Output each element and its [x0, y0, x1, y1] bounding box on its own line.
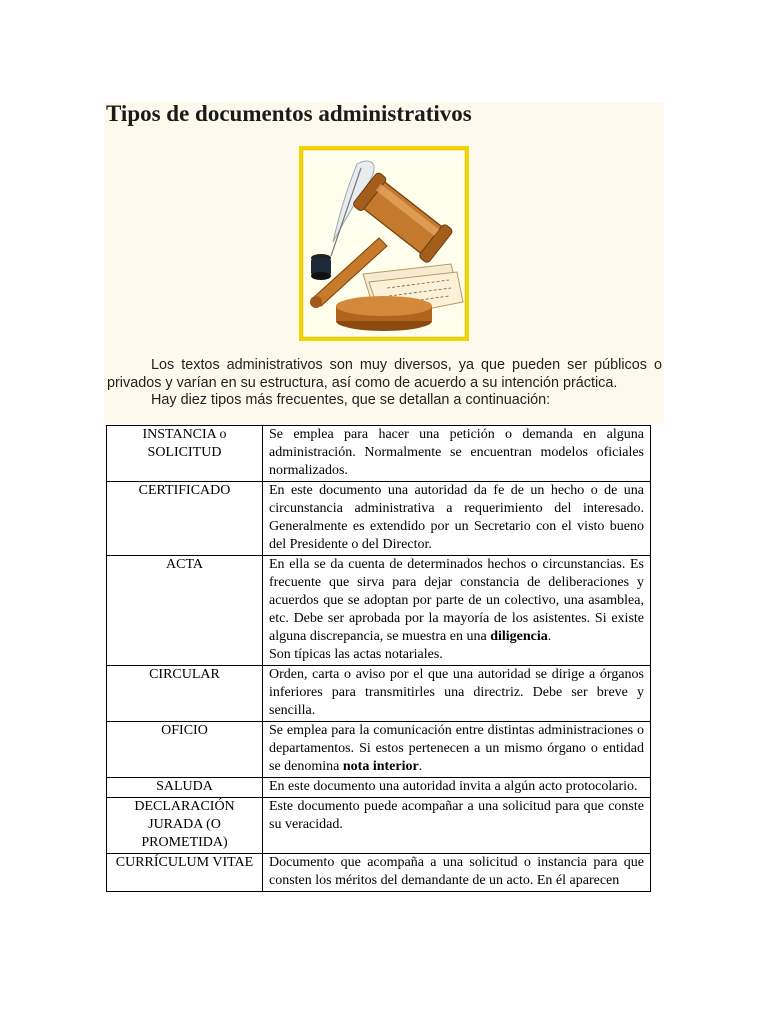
table-row	[107, 666, 651, 722]
row-description	[263, 556, 651, 666]
row-description: Orden, carta o aviso por el que una autoridad se dirige a órganos inferiores para transmitirles una directriz. Debe ser breve y sencilla.	[263, 666, 651, 722]
row-description: En este documento una autoridad invita a algún acto protocolario.	[263, 778, 651, 798]
table-row	[107, 778, 651, 798]
row-term: ACTA	[107, 556, 263, 666]
keyword-diligencia: diligencia	[490, 629, 548, 644]
table-row	[107, 556, 651, 666]
table-row	[107, 798, 651, 854]
document-types-table	[106, 425, 651, 892]
row-term: INSTANCIA o SOLICITUD	[107, 426, 263, 482]
page-title: Tipos de documentos administrativos	[106, 101, 472, 126]
row-description-punct: .	[547, 629, 552, 644]
keyword-nota-interior: nota interior	[342, 759, 419, 774]
gavel-illustration	[299, 146, 469, 341]
row-term: CERTIFICADO	[107, 482, 263, 556]
intro-text	[107, 357, 662, 410]
table-row	[107, 482, 651, 556]
row-term: CURRÍCULUM VITAE	[107, 854, 263, 892]
intro-paragraph-2: Hay diez tipos más frecuentes, que se detallan a continuación:	[151, 392, 551, 408]
intro-paragraph-1: Los textos administrativos son muy diversos, ya que pueden ser públicos o privados y varían en su estructura, así como de acuerdo a su intención práctica.	[107, 357, 662, 391]
row-description-extra: Son típicas las actas notariales.	[269, 647, 443, 662]
row-description: Documento que acompaña a una solicitud o instancia para que consten los méritos del demandante de un acto. En él aparecen	[263, 854, 651, 892]
row-description-punct: .	[418, 759, 423, 774]
table-row	[107, 854, 651, 892]
row-term: OFICIO	[107, 722, 263, 778]
table-row	[107, 426, 651, 482]
gavel-icon	[299, 146, 469, 341]
row-term: CIRCULAR	[107, 666, 263, 722]
row-description: En este documento una autoridad da fe de un hecho o de una circunstancia administrativa a requerimiento del interesado. Generalmente es extendido por un Secretario con el visto bueno del Presidente o del Director.	[263, 482, 651, 556]
row-description	[263, 722, 651, 778]
row-description: Este documento puede acompañar a una solicitud para que conste su veracidad.	[263, 798, 651, 854]
table-row	[107, 722, 651, 778]
row-description-text: Se emplea para la comunicación entre distintas administraciones o departamentos. Si estos pertenecen a un mismo órgano o entidad se denomina	[269, 723, 644, 774]
row-description: Se emplea para hacer una petición o demanda en alguna administración. Normalmente se encuentran modelos oficiales normalizados.	[263, 426, 651, 482]
row-description-text: En ella se da cuenta de determinados hechos o circunstancias. Es frecuente que sirva para dejar constancia de deliberaciones y acuerdos que se adoptan por parte de un colectivo, una asamblea, etc. Debe ser aprobada por la mayoría de los asistentes. Si existe alguna discrepancia, se muestra en una	[269, 557, 644, 644]
row-term: SALUDA	[107, 778, 263, 798]
row-term: DECLARACIÓN JURADA (O PROMETIDA)	[107, 798, 263, 854]
